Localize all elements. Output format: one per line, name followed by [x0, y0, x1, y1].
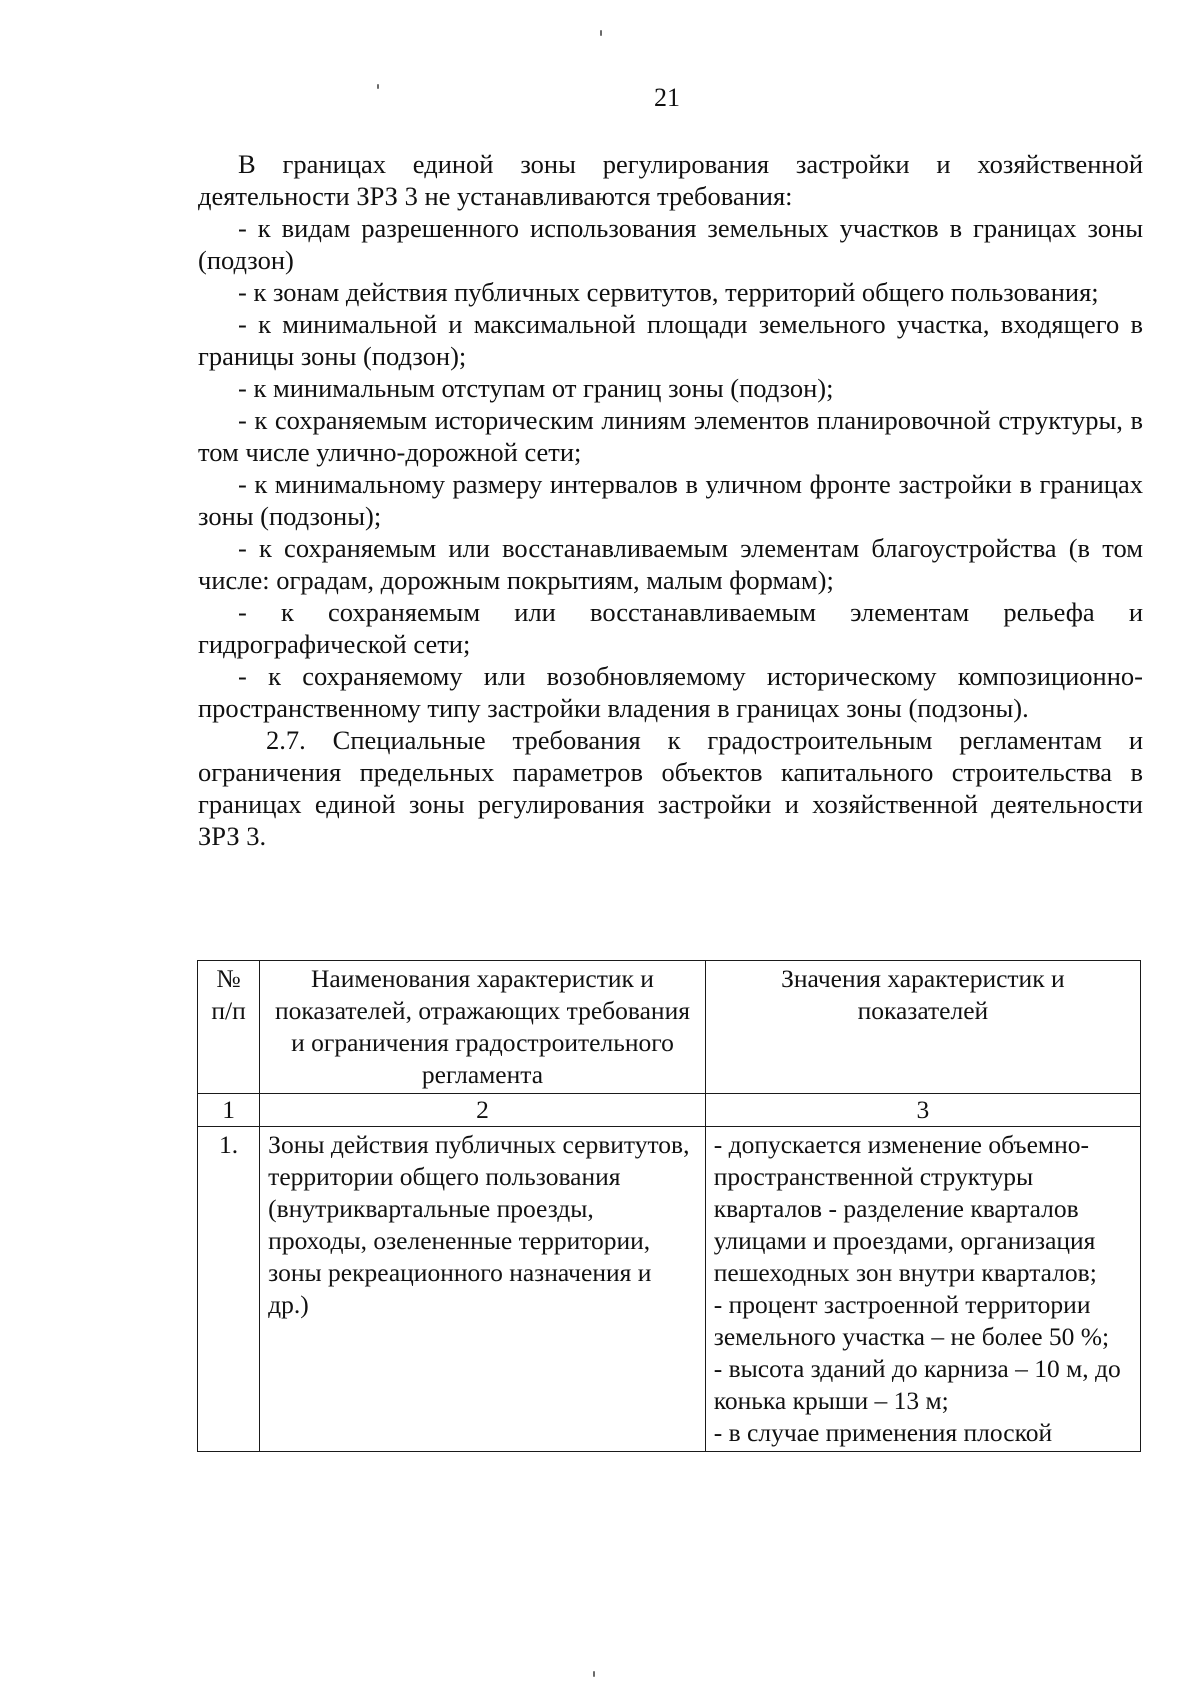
table-header-row [198, 961, 1141, 1094]
header-name-text: Наименования характеристик и показателей, отражающих требования и ограничения градостроительного регламента [274, 964, 690, 1089]
scan-speck [593, 1671, 595, 1677]
requirement-item: - к сохраняемым историческим линиям элементов планировочной структуры, в том числе улично-дорожной сети; [198, 405, 1143, 467]
requirement-item: - к видам разрешенного использования земельных участков в границах зоны (подзон) [198, 213, 1143, 275]
requirement-item: - к сохраняемым или восстанавливаемым элементам рельефа и гидрографической сети; [198, 597, 1143, 659]
value-item: - высота зданий до карниза – 10 м, до конька крыши – 13 м; [713, 1354, 1121, 1415]
body-text [198, 148, 1143, 852]
table-row [198, 1127, 1141, 1452]
requirement-item: - к зонам действия публичных сервитутов, территорий общего пользования; [238, 277, 1099, 307]
section-heading-paragraph: 2.7. Специальные требования к градостроительным регламентам и ограничения предельных параметров объектов капитального строительства в границах единой зоны регулирования застройки и хозяйственной деятельности ЗРЗ 3. [198, 725, 1143, 851]
requirement-item: - к сохраняемым или восстанавливаемым элементам благоустройства (в том числе: оградам, дорожным покрытиям, малым формам); [198, 533, 1143, 595]
value-item: - допускается изменение объемно-пространственной структуры кварталов - разделение кварталов улицами и проездами, организация пешеходных зон внутри кварталов; [713, 1130, 1097, 1287]
row-characteristic: Зоны действия публичных сервитутов, территории общего пользования (внутриквартальные проезды, проходы, озелененные территории, зоны рекреационного назначения и др.) [260, 1127, 706, 1452]
requirements-table [197, 960, 1141, 1452]
column-number: 1 [198, 1094, 260, 1127]
header-value-text: Значения характеристик и показателей [781, 964, 1065, 1025]
header-number-text: № п/п [211, 964, 246, 1025]
value-item: - в случае применения плоской [713, 1418, 1053, 1447]
column-number: 3 [705, 1094, 1140, 1127]
page-number: 21 [654, 83, 680, 112]
column-number: 2 [260, 1094, 706, 1127]
requirement-item: - к минимальному размеру интервалов в уличном фронте застройки в границах зоны (подзоны); [198, 469, 1143, 531]
requirement-item: - к минимальным отступам от границ зоны (подзон); [238, 373, 834, 403]
row-number: 1. [198, 1127, 260, 1452]
scan-speck [600, 30, 602, 36]
header-value [705, 961, 1140, 1094]
row-values [705, 1127, 1140, 1452]
requirement-item: - к сохраняемому или возобновляемому историческому композиционно-пространственному типу застройки владения в границах зоны (подзоны). [198, 661, 1143, 723]
header-name [260, 961, 706, 1094]
intro-paragraph: В границах единой зоны регулирования застройки и хозяйственной деятельности ЗРЗ 3 не устанавливаются требования: [198, 149, 1143, 211]
scan-speck [377, 84, 379, 89]
requirement-item: - к минимальной и максимальной площади земельного участка, входящего в границы зоны (подзон); [198, 309, 1143, 371]
value-item: - процент застроенной территории земельного участка – не более 50 %; [713, 1290, 1110, 1351]
header-number [198, 961, 260, 1094]
table-numbering-row [198, 1094, 1141, 1127]
